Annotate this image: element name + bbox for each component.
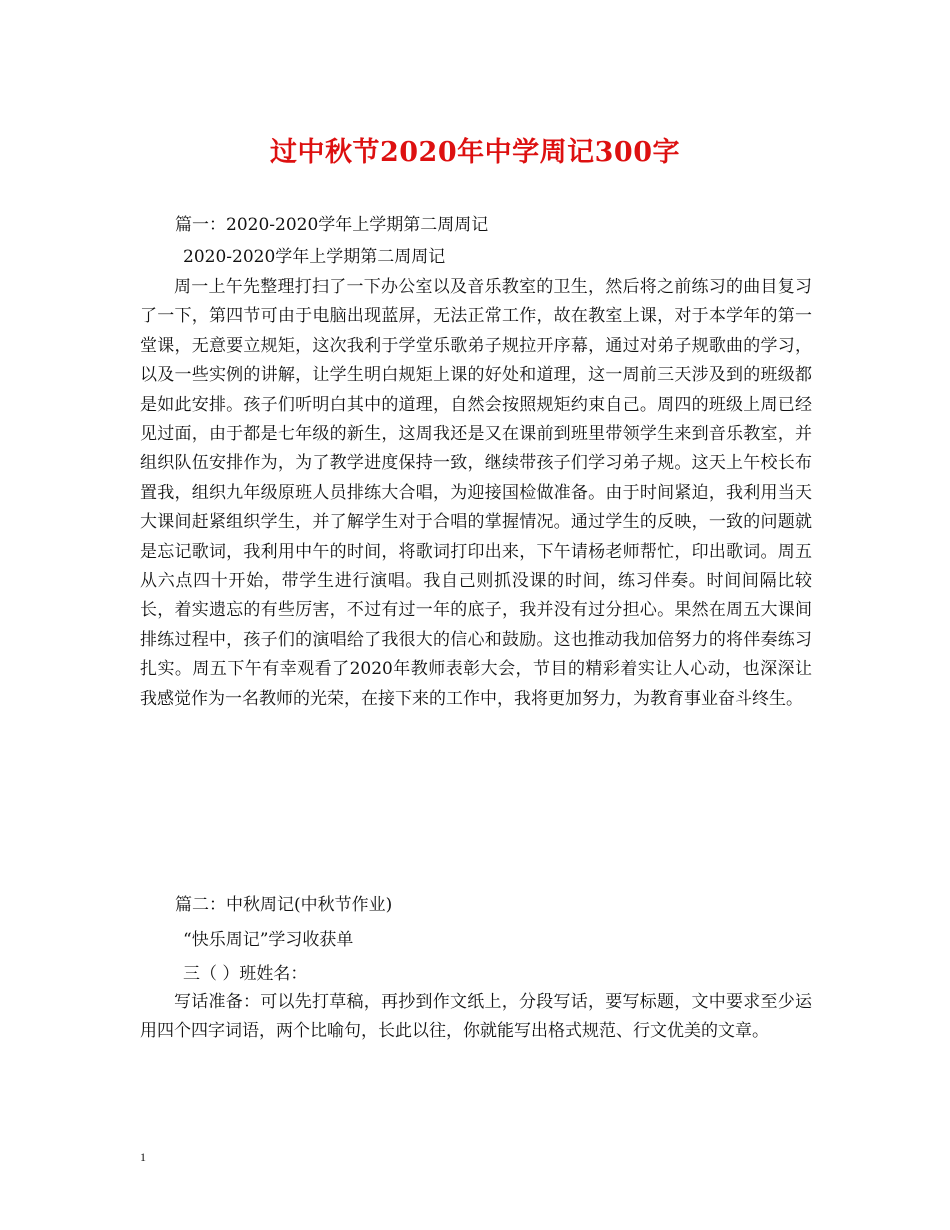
section-2-heading: 篇二：中秋周记(中秋节作业) [175,895,393,915]
section-1-subtitle: 2020-2020学年上学期第二周周记 [183,247,446,267]
section-2-class-line: 三（ ）班姓名： [183,964,308,984]
document-title: 过中秋节2020年中学周记300字 [269,137,680,168]
section-2-body: 写话准备：可以先打草稿，再抄到作文纸上，分段写话，要写标题，文中要求至少运用四个四字词语，两个比喻句，长此以往，你就能写出格式规范、行文优美的文章。 [140,992,812,1042]
section-1-heading: 篇一：2020-2020学年上学期第二周周记 [175,215,489,235]
section-2-subtitle: “快乐周记”学习收获单 [183,930,354,950]
section-1-body: 周一上午先整理打扫了一下办公室以及音乐教室的卫生，然后将之前练习的曲目复习了一下，第四节可由于电脑出现蓝屏，无法正常工作，故在教室上课，对于本学年的第一堂课，无意要立规矩，这次我利于学堂乐歌弟子规拉开序幕，通过对弟子规歌曲的学习，以及一些实例的讲解，让学生明白规矩上课的好处和道理，这一周前三天涉及到的班级都是如此安排。孩子们听明白其中的道理，自然会按照规矩约束自己。周四的班级上周已经见过面，由于都是七年级的新生，这周我还是又在课前到班里带领学生来到音乐教室，并组织队伍安排作为，为了教学进度保持一致，继续带孩子们学习弟子规。这天上午校长布置我，组织九年级原班人员排练大合唱，为迎接国检做准备。由于时间紧迫，我利用当天大课间赶紧组织学生，并了解学生对于合唱的掌握情况。通过学生的反映，一致的问题就是忘记歌词，我利用中午的时间，将歌词打印出来，下午请杨老师帮忙，印出歌词。周五从六点四十开始，带学生进行演唱。我自己则抓没课的时间，练习伴奏。时间间隔比较长，着实遗忘的有些厉害，不过有过一年的底子，我并没有过分担心。果然在周五大课间排练过程中，孩子们的演唱给了我很大的信心和鼓励。这也推动我加倍努力的将伴奏练习扎实。周五下午有幸观看了2020年教师表彰大会，节目的精彩着实让人心动，也深深让我感觉作为一名教师的光荣，在接下来的工作中，我将更加努力，为教育事业奋斗终生。 [140,277,812,709]
page-number: 1 [140,1150,146,1164]
